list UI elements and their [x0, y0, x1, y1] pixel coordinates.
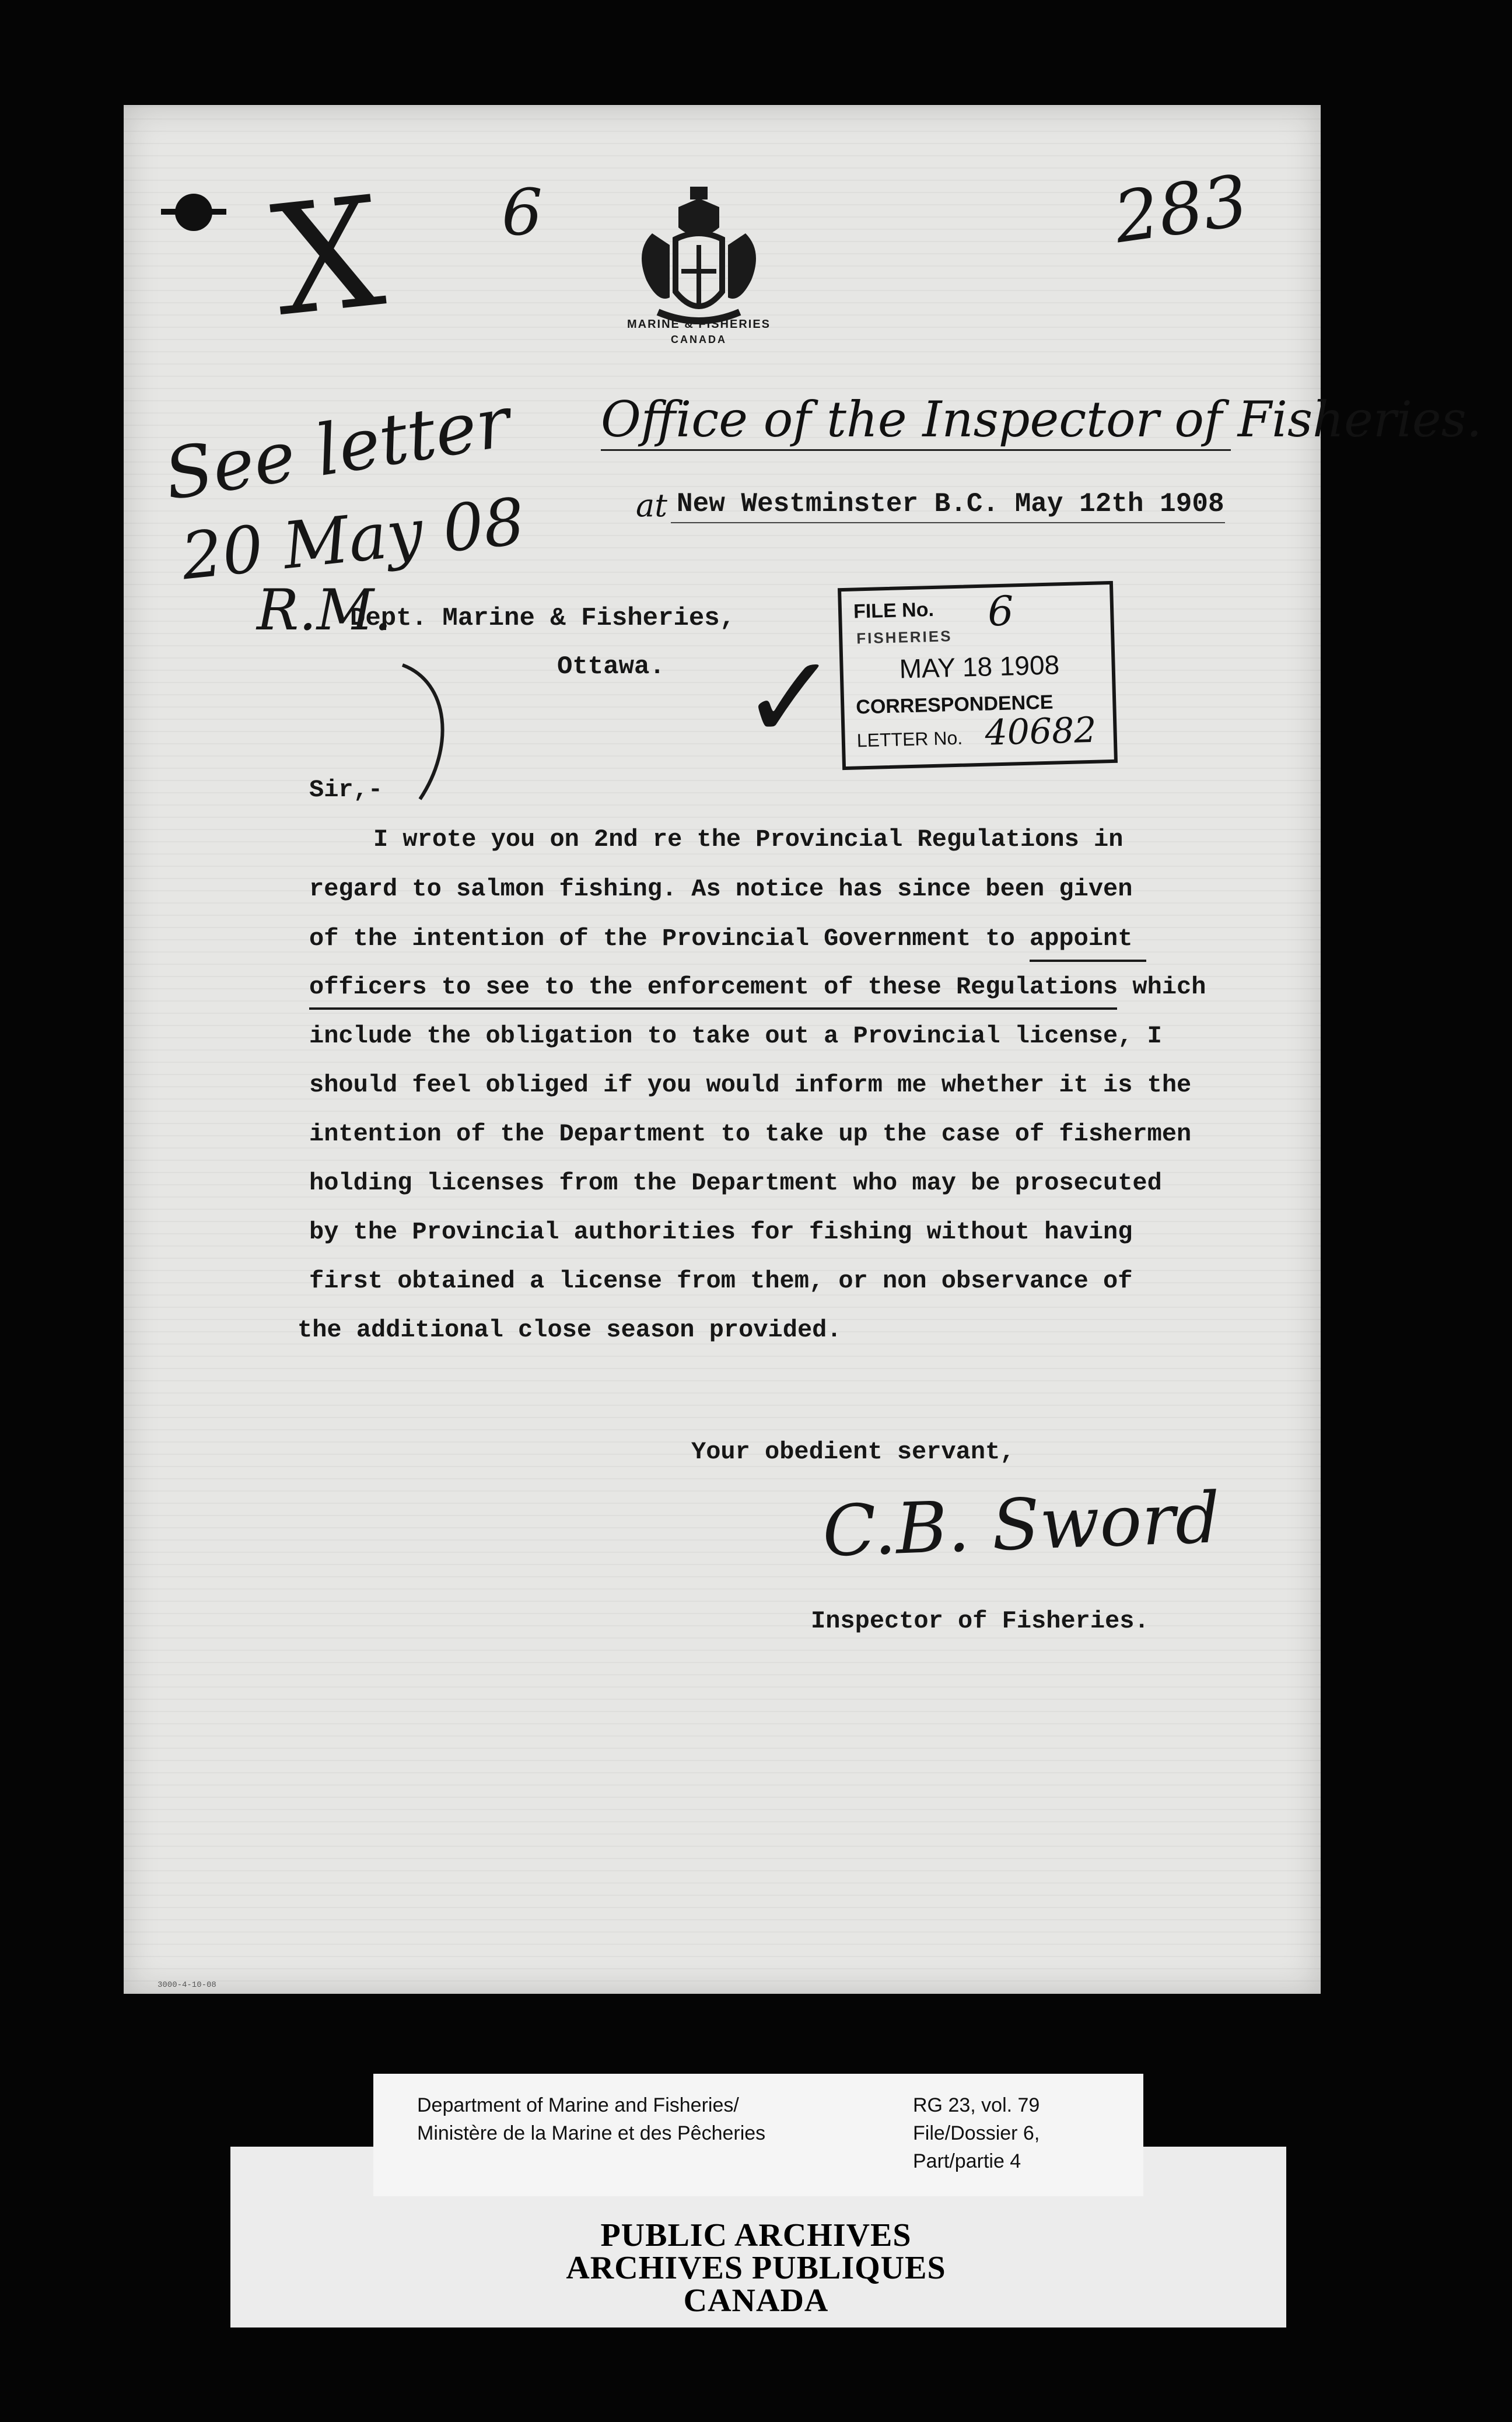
body-line: regard to salmon fishing. As notice has since been given [309, 875, 1133, 903]
crest-department: MARINE & FISHERIES [626, 318, 771, 331]
body-line: first obtained a license from them, or non observance of [309, 1267, 1133, 1295]
received-stamp [838, 581, 1118, 770]
department-french: Ministère de la Marine et des Pêcheries [417, 2122, 766, 2144]
bracket-stroke [397, 659, 467, 805]
punch-hole [175, 194, 212, 231]
office-heading: Office of the Inspector of Fisheries. [601, 391, 1482, 448]
at-label: at [636, 487, 667, 524]
archives-english: PUBLIC ARCHIVES [600, 2217, 912, 2253]
stamp-file-number: 6 [987, 587, 1014, 636]
archives-country: CANADA [683, 2283, 829, 2319]
crest-country: CANADA [671, 334, 727, 345]
body-line: I wrote you on 2nd re the Provincial Regulations in [373, 825, 1124, 853]
place-date-line: New Westminster B.C. May 12th 1908 [677, 489, 1224, 519]
initials-annotation: R.M. [257, 578, 392, 643]
stamp-letter-number: 40682 [984, 709, 1097, 754]
crest-caption [600, 318, 798, 346]
body-line: intention of the Department to take up the case of fishermen [309, 1120, 1192, 1148]
stamp-letter-label: LETTER No. [856, 727, 963, 751]
signatory-title: Inspector of Fisheries. [811, 1607, 1149, 1635]
body-line: officers to see to the enforcement of these Regulations which [309, 973, 1206, 1001]
stamp-file-label: FILE No. [853, 598, 935, 623]
date-rule [671, 522, 1225, 523]
department-english: Department of Marine and Fisheries/ [417, 2094, 739, 2116]
number-six-annotation: 6 [502, 175, 542, 250]
stamp-department: FISHERIES [856, 627, 953, 648]
body-line: by the Provincial authorities for fishing without having [309, 1218, 1133, 1246]
reference-part: Part/partie 4 [913, 2150, 1021, 2172]
heading-rule [601, 449, 1231, 451]
underline-appoint [1030, 960, 1146, 962]
closing-line: Your obedient servant, [691, 1438, 1015, 1466]
salutation: Sir,- [309, 776, 383, 804]
body-line: should feel obliged if you would inform me whether it is the [309, 1071, 1192, 1099]
see-letter-date-annotation: 20 May 08 [177, 484, 528, 594]
reference-file: File/Dossier 6, [913, 2122, 1040, 2144]
check-mark-annotation: ✓ [741, 630, 839, 766]
body-line: of the intention of the Provincial Government to appoint [309, 925, 1133, 953]
body-line: holding licenses from the Department who may be prosecuted [309, 1169, 1162, 1197]
stamp-date: MAY 18 1908 [898, 649, 1060, 684]
archives-french: ARCHIVES PUBLIQUES [566, 2250, 946, 2286]
address-line-2: Ottawa. [557, 652, 665, 681]
reference-volume: RG 23, vol. 79 [913, 2094, 1040, 2116]
signature: C.B. Sword [821, 1478, 1222, 1573]
print-code: 3000-4-10-08 [158, 1980, 216, 1990]
body-line: the additional close season provided. [298, 1316, 842, 1344]
x-mark-annotation: X [265, 164, 391, 351]
stamp-correspondence: CORRESPONDENCE [855, 691, 1054, 719]
page-number-annotation: 283 [1109, 160, 1253, 260]
see-letter-annotation: See letter [159, 382, 516, 516]
body-line: include the obligation to take out a Provincial license, I [309, 1022, 1162, 1050]
address-line-1: Dept. Marine & Fisheries, [350, 604, 736, 633]
underline-officers [309, 1007, 1117, 1010]
